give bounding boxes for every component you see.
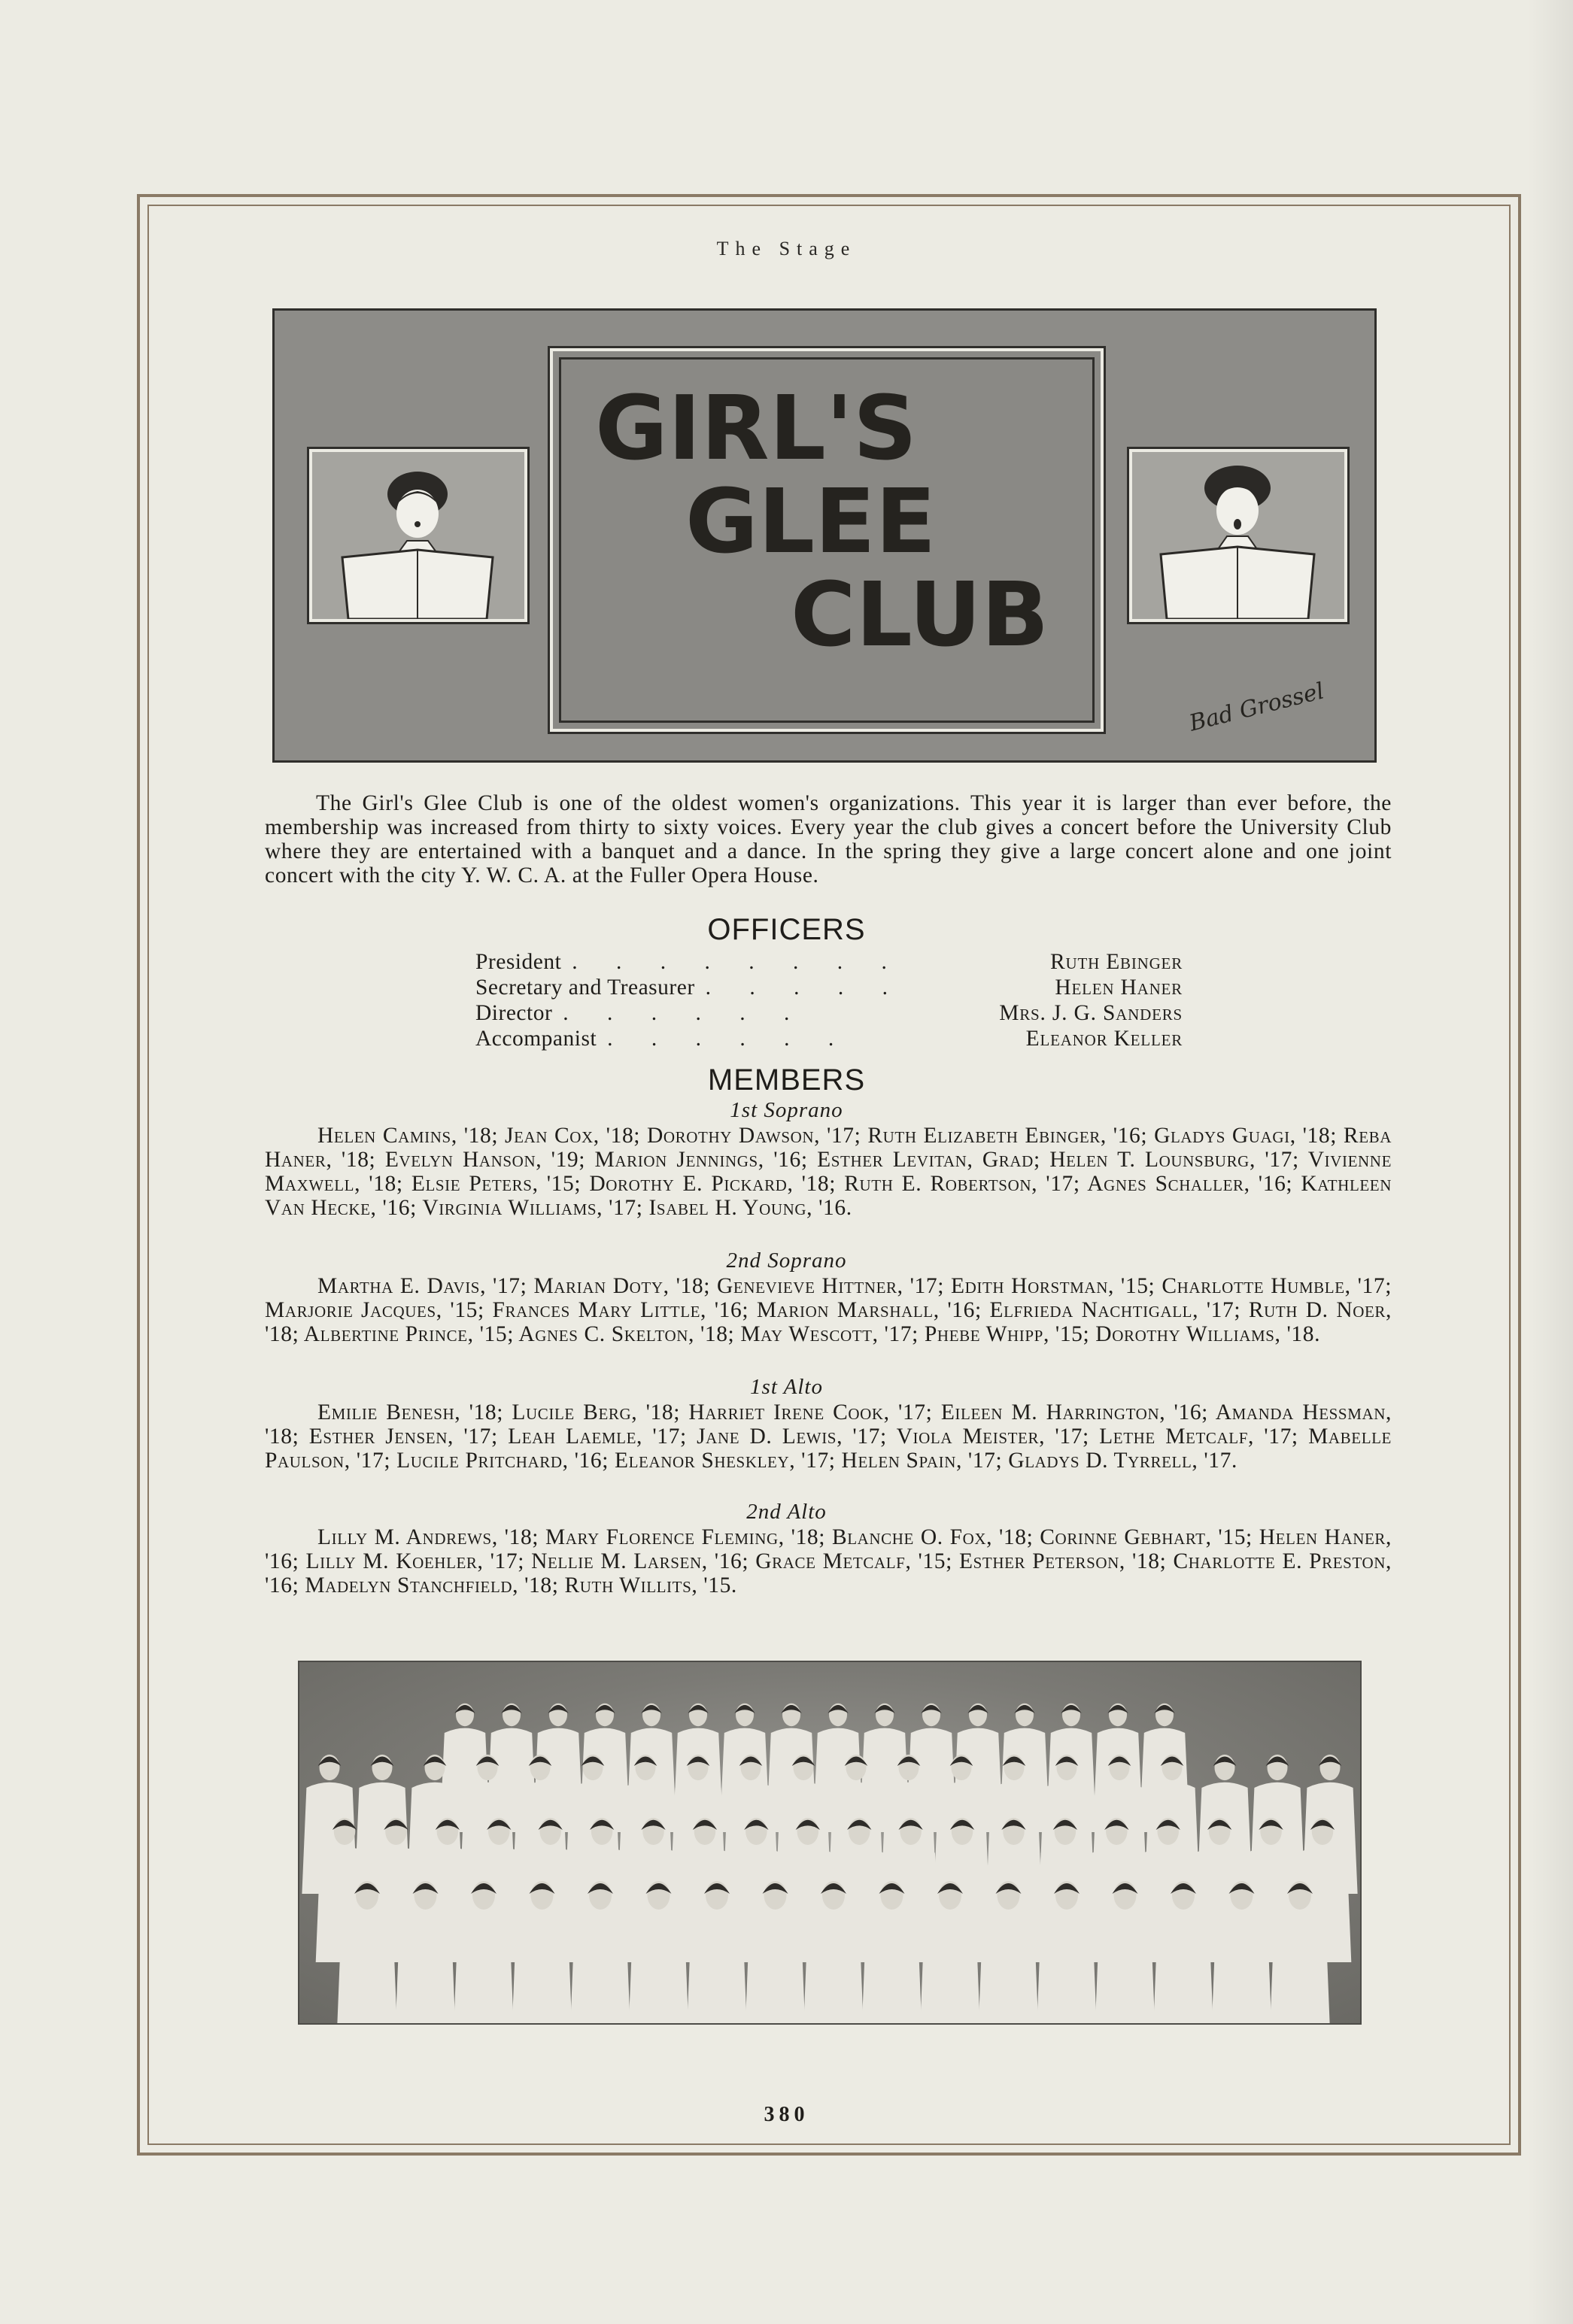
page-number: 380	[764, 2103, 809, 2126]
running-head: The Stage	[716, 238, 857, 259]
voice-heading-2nd-alto: 2nd Alto	[746, 1500, 827, 1524]
intro-paragraph: The Girl's Glee Club is one of the oldest women's organizations. This year it is larger than ever before, the membership was increased from thirty to sixty voices. Every year the club gives a concert before the University Club where they are entertained with a banquet and a dance. In the spring they give a large concert alone and one joint concert with the city Y. W. C. A. at the Fuller Opera House.	[265, 791, 1392, 887]
members-1st-alto: Emilie Benesh, '18; Lucile Berg, '18; Harriet Irene Cook, '17; Eileen M. Harrington, '16; Amanda Hessman, '18; Esther Jensen, '17; Leah Laemle, '17; Jane D. Lewis, '17; Viola Meister, '17; Lethe Metcalf, '17; Mabelle Paulson, '17; Lucile Pritchard, '16; Eleanor Sheskley, '17; Helen Spain, '17; Gladys D. Tyrrell, '17.	[265, 1400, 1392, 1473]
officer-row	[475, 949, 1183, 975]
singer-portrait-left	[309, 449, 527, 622]
banner-title-line2: GLEE	[685, 469, 937, 573]
voice-heading-1st-soprano: 1st Soprano	[730, 1098, 843, 1122]
members-2nd-alto: Lilly M. Andrews, '18; Mary Florence Fleming, '18; Blanche O. Fox, '18; Corinne Gebhart, '15; Helen Haner, '16; Lilly M. Koehler, '17; Nellie M. Larsen, '16; Grace Metcalf, '15; Esther Peterson, '18; Charlotte E. Preston, '16; Madelyn Stanchfield, '18; Ruth Willits, '15.	[265, 1525, 1392, 1597]
officer-row	[475, 975, 1183, 1000]
officer-role: Accompanist	[475, 1027, 597, 1051]
officer-row	[475, 1000, 1183, 1026]
voice-heading-2nd-soprano: 2nd Soprano	[726, 1248, 847, 1273]
leader-dots: . . . . . . . .	[572, 950, 903, 974]
page-edge-shadow	[1528, 0, 1573, 2324]
banner-title-panel	[550, 348, 1104, 732]
banner-title-line1: GIRL'S	[595, 376, 917, 480]
officer-name: Mrs. J. G. Sanders	[999, 1001, 1183, 1025]
members-1st-soprano: Helen Camins, '18; Jean Cox, '18; Dorothy Dawson, '17; Ruth Elizabeth Ebinger, '16; Gladys Guagi, '18; Reba Haner, '18; Evelyn Hanson, '19; Marion Jennings, '16; Esther Levitan, Grad; Helen T. Lounsburg, '17; Vivienne Maxwell, '18; Elsie Peters, '15; Dorothy E. Pickard, '18; Ruth E. Robertson, '17; Agnes Schaller, '16; Kathleen Van Hecke, '16; Virginia Williams, '17; Isabel H. Young, '16.	[265, 1124, 1392, 1220]
officer-name: Ruth Ebinger	[1050, 950, 1183, 974]
officer-row	[475, 1026, 1183, 1051]
banner-illustration	[272, 308, 1377, 763]
artist-signature: Bad Grossel	[1186, 678, 1327, 737]
banner-title-line3: CLUB	[791, 563, 1049, 666]
singer-portrait-right	[1129, 449, 1347, 622]
officer-role: Director	[475, 1001, 553, 1025]
group-photograph	[298, 1661, 1362, 2025]
voice-heading-1st-alto: 1st Alto	[750, 1375, 823, 1399]
officers-list	[475, 949, 1183, 1051]
members-heading: MEMBERS	[707, 1063, 866, 1097]
officer-role: President	[475, 950, 562, 974]
officer-name: Helen Haner	[1055, 975, 1183, 1000]
officer-name: Eleanor Keller	[1025, 1027, 1183, 1051]
officers-heading: OFFICERS	[707, 913, 866, 946]
leader-dots: . . . . . .	[563, 1001, 806, 1025]
members-2nd-soprano: Martha E. Davis, '17; Marian Doty, '18; Genevieve Hittner, '17; Edith Horstman, '15; Charlotte Humble, '17; Marjorie Jacques, '15; Frances Mary Little, '16; Marion Marshall, '16; Elfrieda Nachtigall, '17; Ruth D. Noer, '18; Albertine Prince, '15; Agnes C. Skelton, '18; May Wescott, '17; Phebe Whipp, '15; Dorothy Williams, '18.	[265, 1274, 1392, 1346]
officer-role: Secretary and Treasurer	[475, 975, 695, 1000]
leader-dots: . . . . . .	[607, 1027, 851, 1051]
leader-dots: . . . . .	[705, 975, 905, 1000]
banner-title	[580, 376, 1077, 666]
